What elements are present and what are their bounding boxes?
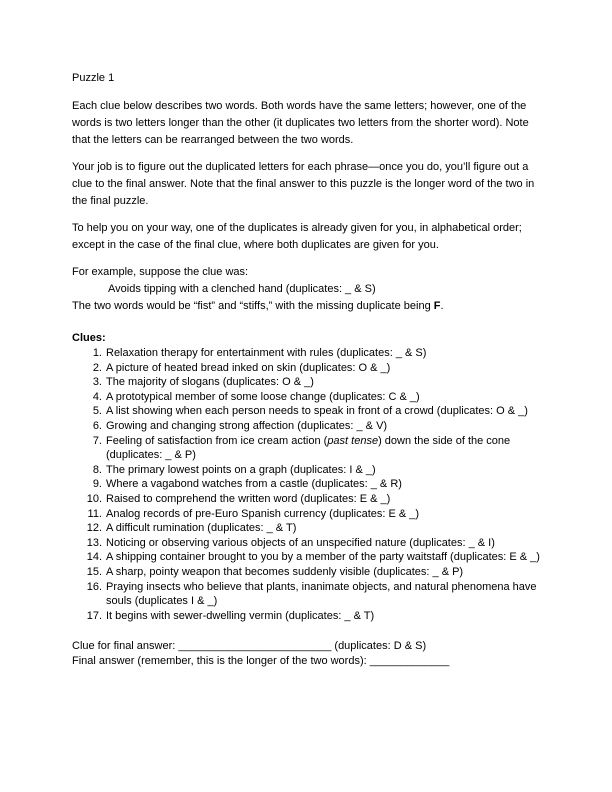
final-answer-label: Final answer (remember, this is the longer of the two words): — [72, 655, 370, 668]
final-clue-line — [72, 639, 540, 654]
example-result — [72, 298, 540, 315]
intro-paragraph-3: To help you on your way, one of the duplicates is already given for you, in alphabetical order; except in the case of the final clue, where both duplicates are given for you. — [72, 222, 522, 251]
clue-item-13 — [86, 536, 540, 551]
clue-text: Growing and changing strong affection (duplicates: _ & V) — [106, 419, 388, 432]
clue-text: Praying insects who believe that plants, inanimate objects, and natural phenomena have souls (duplicates I & _) — [106, 580, 537, 608]
example-block — [72, 264, 540, 315]
clue-text-before-italic: Feeling of satisfaction from ice cream action ( — [106, 434, 328, 447]
clues-heading: Clues: — [72, 332, 106, 344]
clue-number: 6. — [92, 419, 102, 432]
clue-number: 7. — [92, 434, 102, 447]
clue-item-3 — [92, 375, 540, 390]
clue-item-12 — [86, 521, 540, 536]
clue-number: 1. — [92, 347, 102, 359]
clue-number: 10. — [86, 492, 102, 505]
clue-item-1 — [92, 346, 540, 361]
clue-text: A prototypical member of some loose change (duplicates: C & _) — [106, 390, 420, 403]
clue-text: Noticing or observing various objects of an unspecified nature (duplicates: _ & I) — [106, 536, 495, 549]
clue-number: 2. — [92, 361, 102, 374]
clue-item-16 — [86, 580, 540, 609]
clue-number: 3. — [92, 376, 102, 389]
clue-text: A picture of heated bread inked on skin (duplicates: O & _) — [106, 361, 391, 374]
clue-number: 13. — [86, 536, 102, 549]
final-answer-line — [72, 654, 540, 669]
final-clue-blank: _________________________ — [178, 640, 332, 653]
example-intro: For example, suppose the clue was: — [72, 266, 249, 278]
clue-text: The primary lowest points on a graph (duplicates: I & _) — [106, 463, 376, 476]
clue-text — [106, 435, 510, 462]
clue-number: 16. — [86, 580, 102, 593]
clue-number: 15. — [86, 565, 102, 578]
clue-number: 17. — [86, 609, 102, 622]
clue-item-17 — [86, 609, 540, 624]
final-answer-blank: _____________ — [369, 655, 450, 668]
clues-list — [72, 346, 540, 623]
clue-item-9 — [92, 477, 540, 492]
final-clue-label: Clue for final answer: — [72, 640, 179, 653]
clue-text: A list showing when each person needs to speak in front of a crowd (duplicates: O & _) — [106, 405, 528, 418]
clue-number: 5. — [92, 405, 102, 418]
example-clue: Avoids tipping with a clenched hand (duplicates: _ & S) — [108, 283, 376, 295]
clue-number: 12. — [86, 522, 102, 535]
clue-item-7 — [92, 434, 540, 463]
puzzle-title: Puzzle 1 — [72, 72, 115, 84]
clue-item-10 — [86, 492, 540, 507]
clue-text: The majority of slogans (duplicates: O & _) — [106, 376, 314, 389]
clue-text-italic: past tense — [327, 434, 379, 447]
clue-text-after-italic: ) down the side of the cone (duplicates: _ & P) — [106, 434, 511, 462]
clue-item-2 — [92, 361, 540, 376]
clue-number: 8. — [92, 463, 102, 476]
clue-item-5 — [92, 404, 540, 419]
clue-text: Relaxation therapy for entertainment with rules (duplicates: _ & S) — [106, 347, 427, 359]
clue-text: Analog records of pre-Euro Spanish currency (duplicates: E & _) — [106, 507, 420, 520]
clue-text: A shipping container brought to you by a member of the party waitstaff (duplicates: E & _) — [106, 551, 540, 564]
example-result-period: . — [440, 300, 444, 312]
clue-text: A sharp, pointy weapon that becomes suddenly visible (duplicates: _ & P) — [106, 565, 464, 578]
example-result-text: The two words would be “fist” and “stiffs,” with the missing duplicate being — [72, 300, 434, 312]
clue-text: A difficult rumination (duplicates: _ & T) — [106, 522, 297, 535]
clue-item-8 — [92, 463, 540, 478]
final-clue-duplicates: (duplicates: D & S) — [331, 640, 427, 653]
clue-item-11 — [87, 507, 540, 522]
clue-item-4 — [92, 390, 540, 405]
clue-text: Raised to comprehend the written word (duplicates: E & _) — [106, 492, 391, 505]
intro-paragraph-2: Your job is to figure out the duplicated letters for each phrase—once you do, you’ll figure out a clue to the final answer. Note that the final answer to this puzzle is the longer word of the two in the final puzzle. — [72, 161, 535, 207]
clue-text: It begins with sewer-dwelling vermin (duplicates: _ & T) — [106, 609, 375, 622]
clue-text: Where a vagabond watches from a castle (duplicates: _ & R) — [106, 478, 402, 491]
clue-item-6 — [92, 419, 540, 434]
clue-item-15 — [86, 565, 540, 580]
clue-item-14 — [86, 550, 540, 565]
clue-number: 14. — [86, 551, 102, 564]
clue-number: 9. — [92, 478, 102, 491]
intro-paragraph-1: Each clue below describes two words. Both words have the same letters; however, one of the words is two letters longer than the other (it duplicates two letters from the shorter word). Note that the letters can be rearranged between the two words. — [72, 100, 529, 146]
example-result-bold-letter: F — [433, 300, 441, 312]
clue-number: 11. — [87, 507, 102, 520]
clue-number: 4. — [92, 390, 102, 403]
